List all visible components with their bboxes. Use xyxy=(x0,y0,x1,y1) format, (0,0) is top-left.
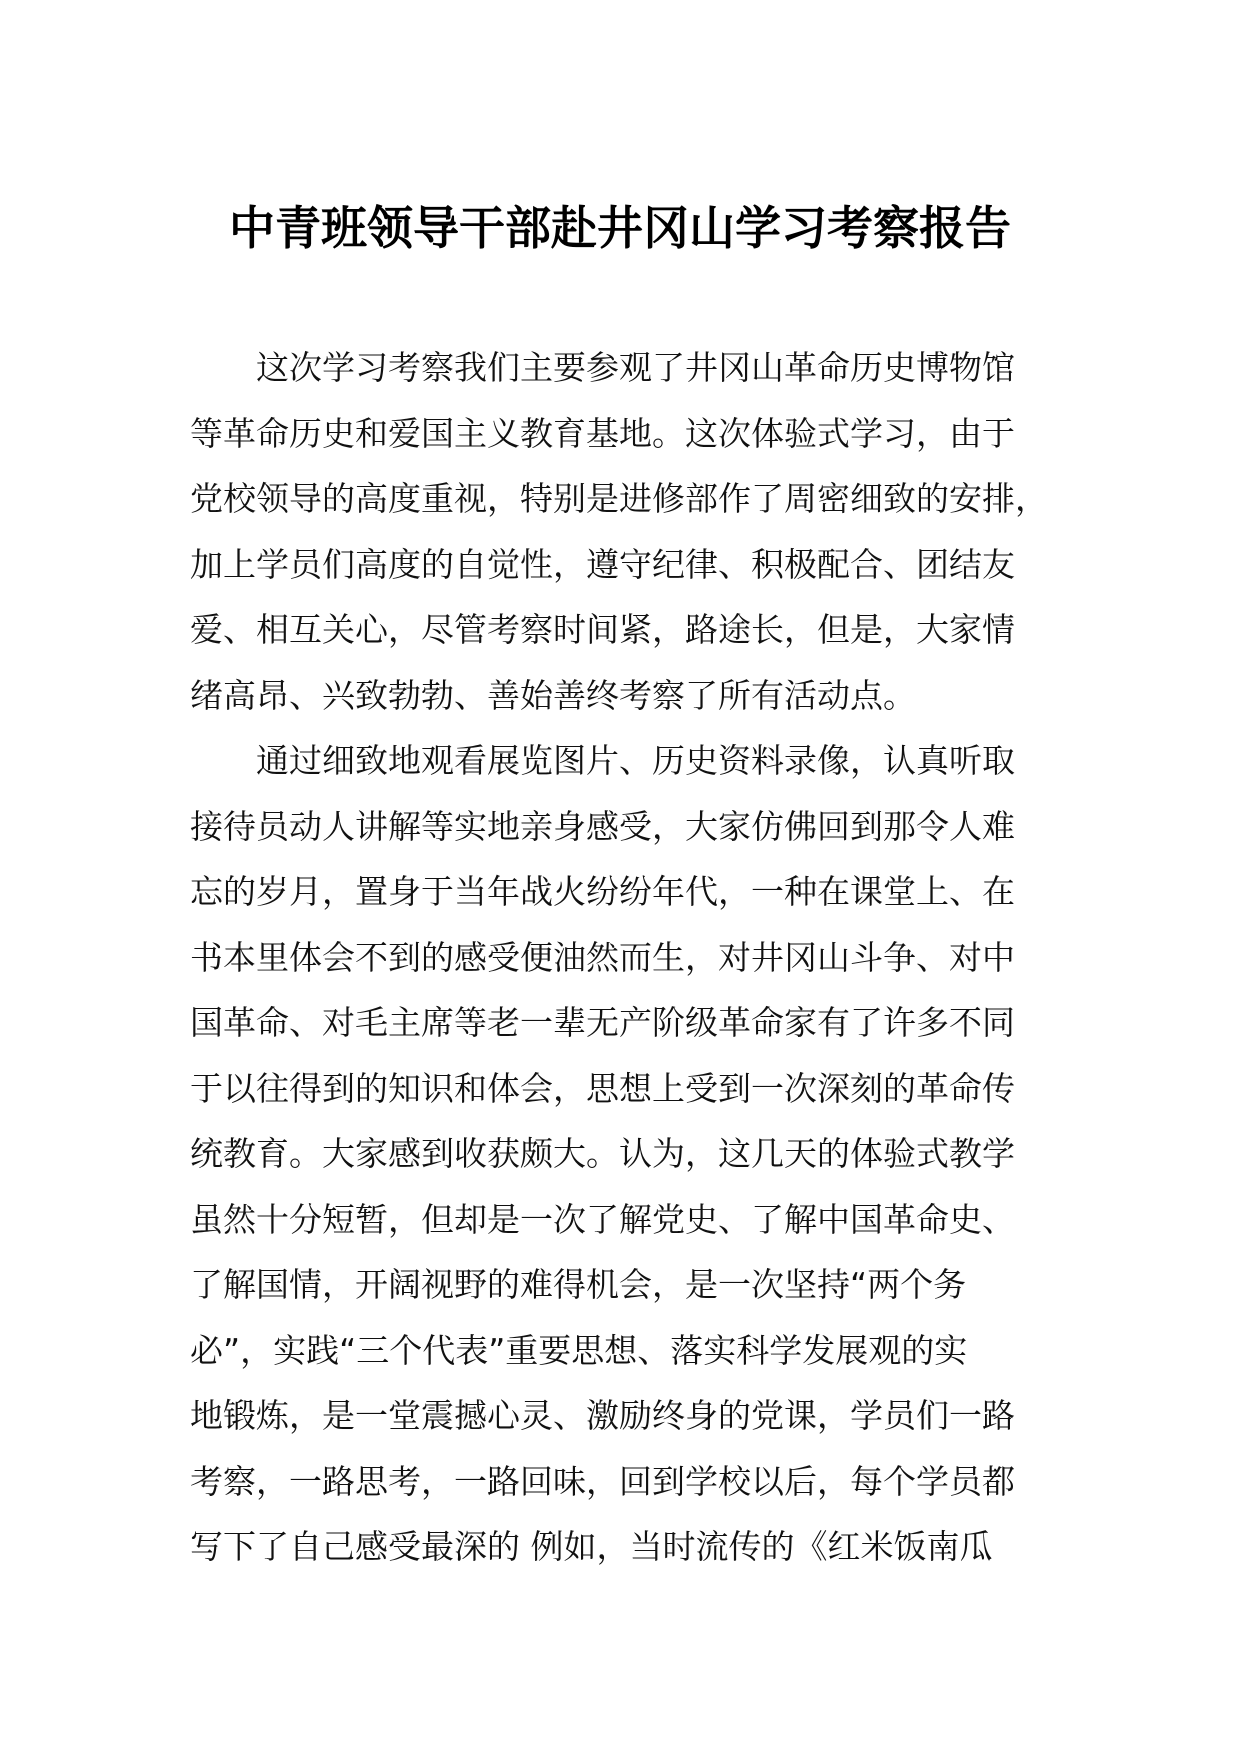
text-line: 书本里体会不到的感受便油然而生，对井冈山斗争、对中 xyxy=(190,937,1015,977)
text-line: 统教育。大家感到收获颇大。认为，这几天的体验式教学 xyxy=(190,1134,1015,1173)
text-line: 这次学习考察我们主要参观了井冈山革命历史博物馆 xyxy=(256,348,1015,387)
document-title: 中青班领导干部赴井冈山学习考察报告 xyxy=(229,201,1011,255)
text-line: 通过细致地观看展览图片、历史资料录像，认真听取 xyxy=(256,741,1015,780)
text-line: 国革命、对毛主席等老一辈无产阶级革命家有了许多不同 xyxy=(190,1003,1015,1042)
text-line: 绪高昂、兴致勃勃、善始善终考察了所有活动点。 xyxy=(190,675,916,715)
text-line: 虽然十分短暂，但却是一次了解党史、了解中国革命史、 xyxy=(190,1199,1015,1239)
text-line: 于以往得到的知识和体会，思想上受到一次深刻的革命传 xyxy=(190,1068,1015,1108)
text-line: 地锻炼，是一堂震撼心灵、激励终身的党课，学员们一路 xyxy=(190,1396,1015,1435)
paragraph-2 xyxy=(190,728,1060,1580)
text-line: 忘的岁月，置身于当年战火纷纷年代，一种在课堂上、在 xyxy=(190,872,1015,911)
text-line: 了解国情，开阔视野的难得机会，是一次坚持“两个务 xyxy=(190,1265,967,1304)
paragraph-1 xyxy=(190,335,1060,728)
text-line: 加上学员们高度的自觉性，遵守纪律、积极配合、团结友 xyxy=(190,544,1015,584)
text-line: 等革命历史和爱国主义教育基地。这次体验式学习，由于 xyxy=(190,413,1015,453)
text-line: 党校领导的高度重视，特别是进修部作了周密细致的安排， xyxy=(190,479,1048,518)
document-body xyxy=(190,335,1060,1580)
text-line: 接待员动人讲解等实地亲身感受，大家仿佛回到那令人难 xyxy=(190,806,1015,846)
text-line: 写下了自己感受最深的 例如，当时流传的《红米饭南瓜 xyxy=(190,1527,993,1566)
text-line: 爱、相互关心，尽管考察时间紧，路途长，但是，大家情 xyxy=(190,610,1015,649)
text-line: 考察，一路思考，一路回味，回到学校以后，每个学员都 xyxy=(190,1461,1015,1501)
text-line: 必”，实践“三个代表”重要思想、落实科学发展观的实 xyxy=(190,1330,968,1370)
